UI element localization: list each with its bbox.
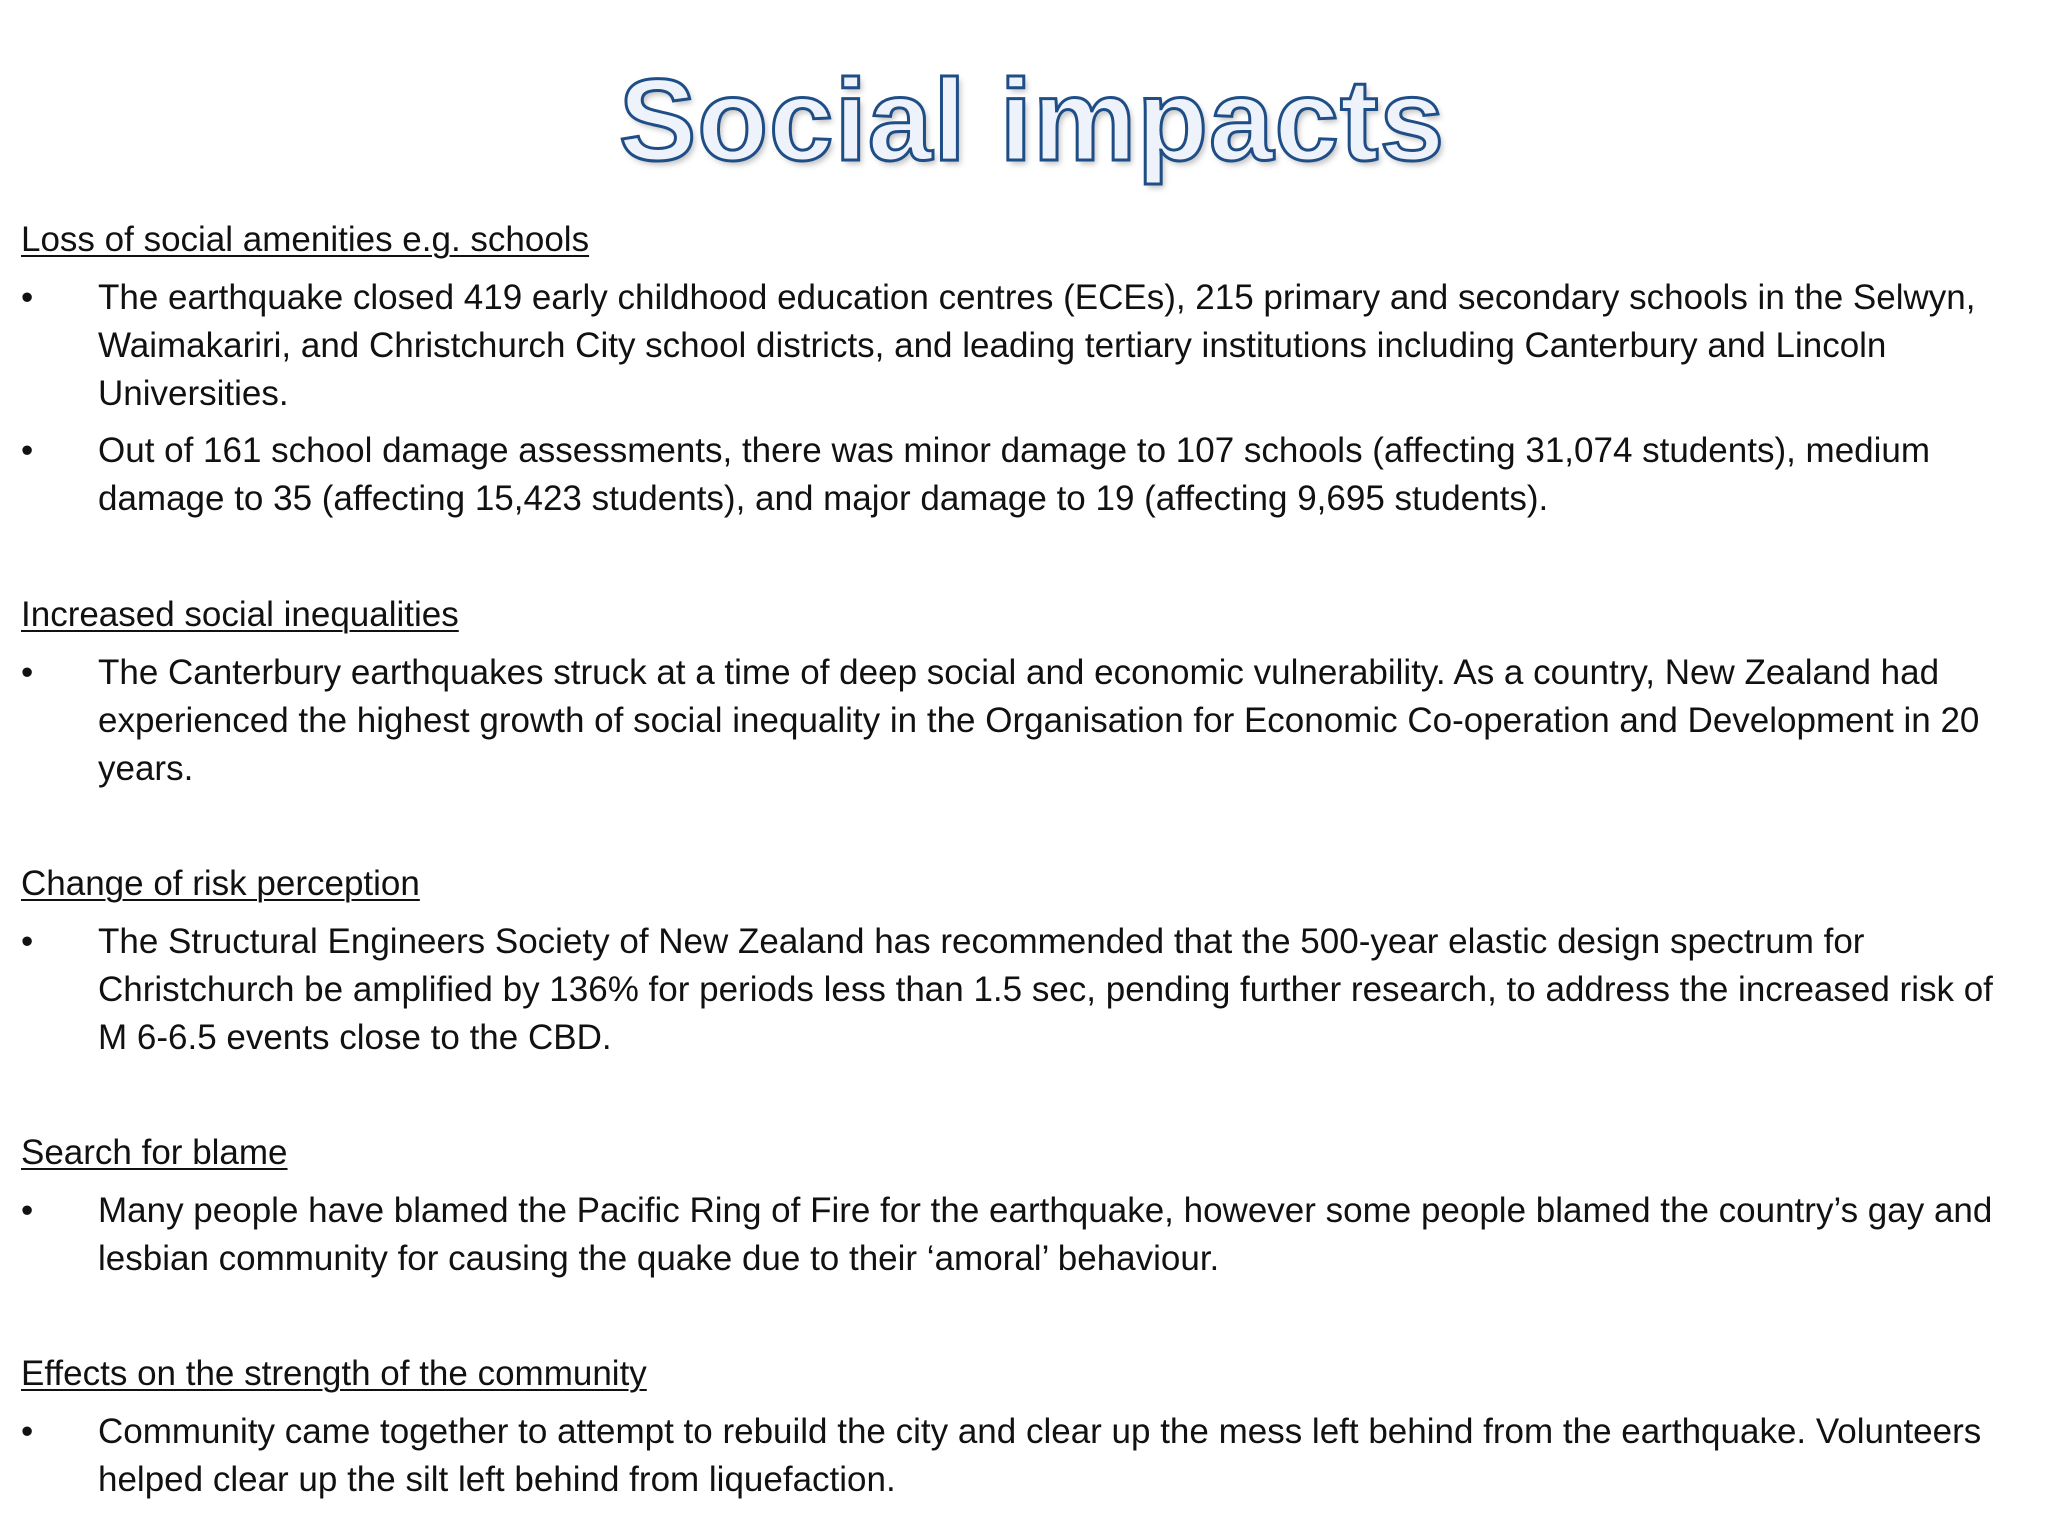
bullet-text: Out of 161 school damage assessments, there was minor damage to 107 schools (affecting 31,074 students), medium damage to 35 (affecting 15,423 students), and major damage to 19 (affecting 9,695 students). <box>98 431 1931 518</box>
section-heading: Search for blame <box>21 1133 288 1172</box>
section-increased-social-inequalities <box>21 591 2031 802</box>
bullet-item <box>21 918 2031 1062</box>
section-change-of-risk-perception <box>21 860 2031 1071</box>
bullet-list <box>21 918 2031 1062</box>
section-loss-of-social-amenities <box>21 216 2031 532</box>
bullet-marker: • <box>21 1412 34 1451</box>
bullet-item <box>21 427 2031 523</box>
bullet-list <box>21 649 2031 793</box>
bullet-item <box>21 1408 2031 1504</box>
section-heading: Change of risk perception <box>21 864 420 903</box>
section-heading: Loss of social amenities e.g. schools <box>21 220 590 259</box>
slide-title: Social impacts <box>618 55 1446 185</box>
bullet-text: Community came together to attempt to rebuild the city and clear up the mess left behind from the earthquake. Volunteers helped clear up the silt left behind from liquefaction. <box>98 1412 1982 1499</box>
section-heading: Increased social inequalities <box>21 595 459 634</box>
bullet-item <box>21 649 2031 793</box>
bullet-text: Many people have blamed the Pacific Ring of Fire for the earthquake, however some people blamed the country’s gay and lesbian community for causing the quake due to their ‘amoral’ behaviour. <box>98 1191 1993 1278</box>
section-search-for-blame <box>21 1129 2031 1292</box>
bullet-text: The Structural Engineers Society of New Zealand has recommended that the 500-year elastic design spectrum for Christchurch be amplified by 136% for periods less than 1.5 sec, pending further research, to address the increased risk of M 6-6.5 events close to the CBD. <box>98 922 1993 1057</box>
bullet-marker: • <box>21 1191 34 1230</box>
bullet-marker: • <box>21 653 34 692</box>
bullet-item <box>21 274 2031 418</box>
bullet-list <box>21 274 2031 523</box>
bullet-marker: • <box>21 922 34 961</box>
bullet-list <box>21 1187 2031 1283</box>
section-heading: Effects on the strength of the community <box>21 1354 647 1393</box>
bullet-text: The earthquake closed 419 early childhood education centres (ECEs), 215 primary and secondary schools in the Selwyn, Waimakariri, and Christchurch City school districts, and leading tertiary institutions including Canterbury and Lincoln Universities. <box>98 278 1976 413</box>
bullet-marker: • <box>21 278 34 317</box>
section-effects-on-community-strength <box>21 1350 2031 1513</box>
bullet-list <box>21 1408 2031 1504</box>
bullet-text: The Canterbury earthquakes struck at a time of deep social and economic vulnerability. As a country, New Zealand had experienced the highest growth of social inequality in the Organisation for Economic Co-operation and Development in 20 years. <box>98 653 1980 788</box>
bullet-item <box>21 1187 2031 1283</box>
bullet-marker: • <box>21 431 34 470</box>
